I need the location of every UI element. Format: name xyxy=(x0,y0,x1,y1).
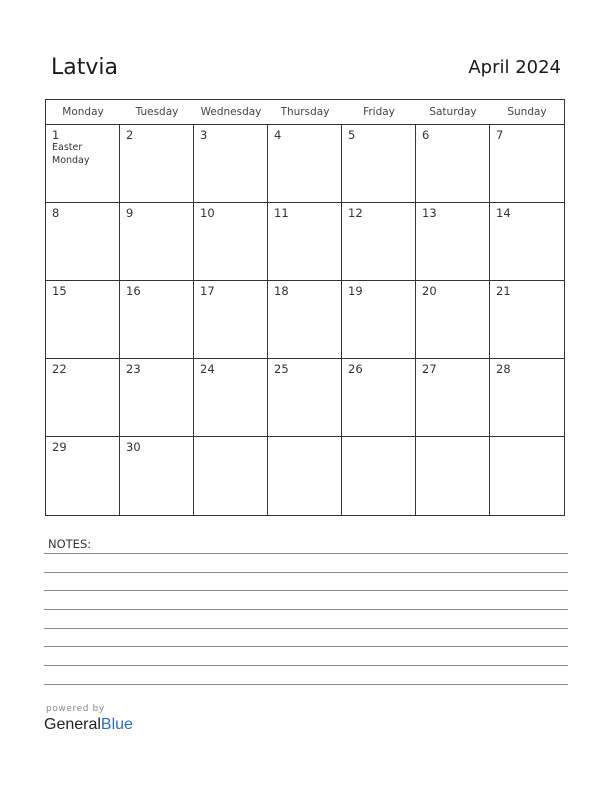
day-cell xyxy=(268,125,342,203)
day-number: 4 xyxy=(274,128,282,142)
day-cell xyxy=(490,125,564,203)
day-number: 2 xyxy=(126,128,134,142)
day-number: 24 xyxy=(200,362,215,376)
holiday-label: Easter Monday xyxy=(52,142,90,166)
weekday-tuesday: Tuesday xyxy=(135,106,179,118)
weekday-thursday: Thursday xyxy=(280,106,330,118)
day-number: 18 xyxy=(274,284,289,298)
day-number: 11 xyxy=(274,206,289,220)
day-number: 29 xyxy=(52,440,67,454)
note-line xyxy=(44,609,568,610)
day-number: 25 xyxy=(274,362,289,376)
day-cell xyxy=(194,359,268,437)
day-number: 14 xyxy=(496,206,511,220)
brand-name-blue: Blue xyxy=(100,716,133,733)
day-number: 27 xyxy=(422,362,437,376)
day-cell xyxy=(120,203,194,281)
powered-by-label: powered by xyxy=(46,704,105,714)
day-number: 3 xyxy=(200,128,208,142)
day-cell xyxy=(194,125,268,203)
weekday-sunday: Sunday xyxy=(507,106,547,118)
day-cell xyxy=(268,203,342,281)
day-cell xyxy=(120,359,194,437)
note-line xyxy=(44,553,568,554)
notes-label: NOTES: xyxy=(48,537,92,551)
day-number: 26 xyxy=(348,362,363,376)
day-number: 23 xyxy=(126,362,141,376)
day-cell xyxy=(46,437,120,515)
day-cell xyxy=(46,203,120,281)
brand-logo[interactable] xyxy=(44,716,133,734)
day-number: 16 xyxy=(126,284,141,298)
weekday-friday: Friday xyxy=(363,106,395,118)
day-number: 13 xyxy=(422,206,437,220)
day-cell xyxy=(416,359,490,437)
calendar-grid xyxy=(45,99,565,516)
day-number: 9 xyxy=(126,206,134,220)
day-cell xyxy=(194,437,268,515)
note-line xyxy=(44,590,568,591)
brand-name-general: General xyxy=(44,716,101,733)
day-cell xyxy=(46,281,120,359)
day-cell xyxy=(194,203,268,281)
day-cell xyxy=(416,281,490,359)
note-line xyxy=(44,684,568,685)
day-number: 21 xyxy=(496,284,511,298)
day-number: 8 xyxy=(52,206,60,220)
note-line xyxy=(44,572,568,573)
day-cell xyxy=(46,125,120,203)
day-cell xyxy=(342,203,416,281)
day-number: 20 xyxy=(422,284,437,298)
weeks-grid xyxy=(46,125,564,515)
day-cell xyxy=(194,281,268,359)
day-cell xyxy=(120,125,194,203)
day-cell xyxy=(120,281,194,359)
day-number: 17 xyxy=(200,284,215,298)
day-cell xyxy=(268,437,342,515)
day-cell xyxy=(120,437,194,515)
month-year-title: April 2024 xyxy=(468,57,561,78)
day-cell xyxy=(268,359,342,437)
day-number: 10 xyxy=(200,206,215,220)
day-cell xyxy=(490,281,564,359)
day-number: 5 xyxy=(348,128,356,142)
weekday-wednesday: Wednesday xyxy=(200,106,262,118)
day-cell xyxy=(268,281,342,359)
day-cell xyxy=(342,359,416,437)
day-number: 6 xyxy=(422,128,430,142)
note-line xyxy=(44,628,568,629)
day-cell xyxy=(342,437,416,515)
day-cell xyxy=(416,437,490,515)
day-cell xyxy=(342,125,416,203)
day-cell xyxy=(416,125,490,203)
day-number: 12 xyxy=(348,206,363,220)
day-cell xyxy=(46,359,120,437)
day-cell xyxy=(490,203,564,281)
weekday-saturday: Saturday xyxy=(429,106,477,118)
day-cell xyxy=(416,203,490,281)
day-number: 1 xyxy=(52,128,60,142)
day-number: 19 xyxy=(348,284,363,298)
day-cell xyxy=(342,281,416,359)
day-number: 7 xyxy=(496,128,504,142)
country-title: Latvia xyxy=(51,55,118,80)
day-cell xyxy=(490,359,564,437)
weekday-monday: Monday xyxy=(62,106,104,118)
day-cell xyxy=(490,437,564,515)
weekday-header-row xyxy=(46,100,564,125)
day-number: 30 xyxy=(126,440,141,454)
note-line xyxy=(44,646,568,647)
day-number: 28 xyxy=(496,362,511,376)
day-number: 22 xyxy=(52,362,67,376)
note-line xyxy=(44,665,568,666)
day-number: 15 xyxy=(52,284,67,298)
